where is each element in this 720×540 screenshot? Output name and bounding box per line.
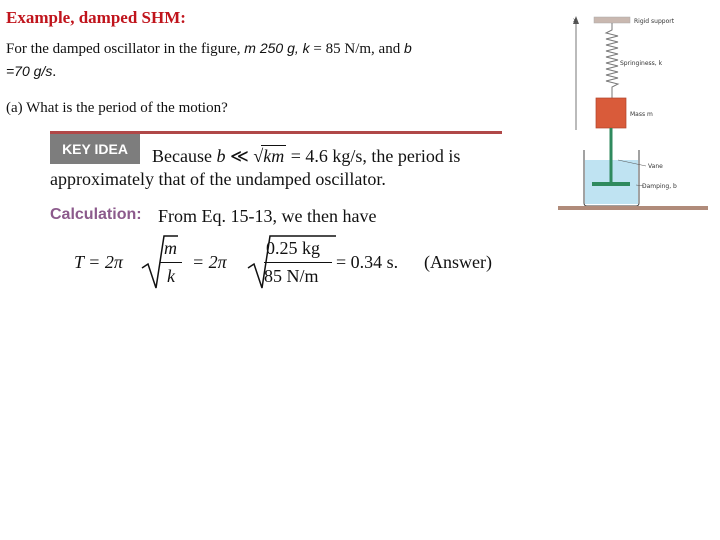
key-idea-text-b: = 4.6 kg/s, the period is bbox=[286, 146, 461, 166]
m-value: 250 g, bbox=[255, 40, 303, 56]
denominator-k: k bbox=[167, 266, 175, 286]
calculation-label: Calculation: bbox=[50, 206, 142, 223]
damped-oscillator-figure bbox=[556, 10, 716, 215]
mass-label: Mass m bbox=[630, 111, 653, 118]
equation-lhs: T = 2π bbox=[74, 252, 123, 272]
b-variable: b bbox=[403, 40, 412, 56]
denominator-spring: 85 N/m bbox=[264, 266, 319, 286]
vane-label: Vane bbox=[648, 163, 663, 170]
answer-tag: (Answer) bbox=[424, 252, 492, 272]
key-idea-much-less: ≪ bbox=[225, 146, 254, 166]
damping-label: Damping, b bbox=[642, 183, 677, 190]
key-idea-b: b bbox=[216, 146, 226, 166]
rigid-support-label: Rigid support bbox=[634, 18, 675, 25]
rigid-support bbox=[594, 17, 630, 23]
problem-end: . bbox=[52, 64, 57, 80]
key-idea-badge: KEY IDEA bbox=[50, 134, 140, 164]
key-idea-line1: Because b ≪ √km = 4.6 kg/s, the period is bbox=[152, 146, 461, 166]
problem-statement bbox=[6, 37, 506, 83]
numerator-m: m bbox=[164, 238, 177, 258]
spring bbox=[606, 23, 618, 98]
fraction-bar-2 bbox=[264, 262, 332, 263]
springiness-label: Springiness, k bbox=[620, 60, 663, 67]
period-equation bbox=[74, 232, 504, 292]
equation-result: = 0.34 s. bbox=[336, 252, 399, 272]
fraction-bar-1 bbox=[160, 262, 182, 263]
x-axis-label: x bbox=[573, 17, 577, 24]
m-variable: m bbox=[244, 40, 256, 56]
key-idea-line2: approximately that of the undamped oscillator. bbox=[50, 169, 386, 189]
b-value: =70 g/s bbox=[6, 63, 53, 79]
mass-block bbox=[596, 98, 626, 128]
vane bbox=[592, 182, 630, 186]
slide-title: Example, damped SHM: bbox=[6, 8, 186, 27]
key-idea-text-a: Because bbox=[152, 146, 217, 166]
problem-lead: For the damped oscillator in the figure, bbox=[6, 41, 245, 57]
question-a: (a) What is the period of the motion? bbox=[6, 100, 228, 116]
key-idea-sqrt-km: km bbox=[263, 146, 285, 166]
k-variable: k bbox=[302, 40, 310, 56]
equation-eq2: = 2π bbox=[192, 252, 227, 272]
k-value: = 85 N/m, and bbox=[309, 41, 404, 57]
floor bbox=[558, 206, 708, 210]
numerator-mass: 0.25 kg bbox=[266, 238, 320, 258]
calculation-text: From Eq. 15-13, we then have bbox=[158, 206, 377, 226]
